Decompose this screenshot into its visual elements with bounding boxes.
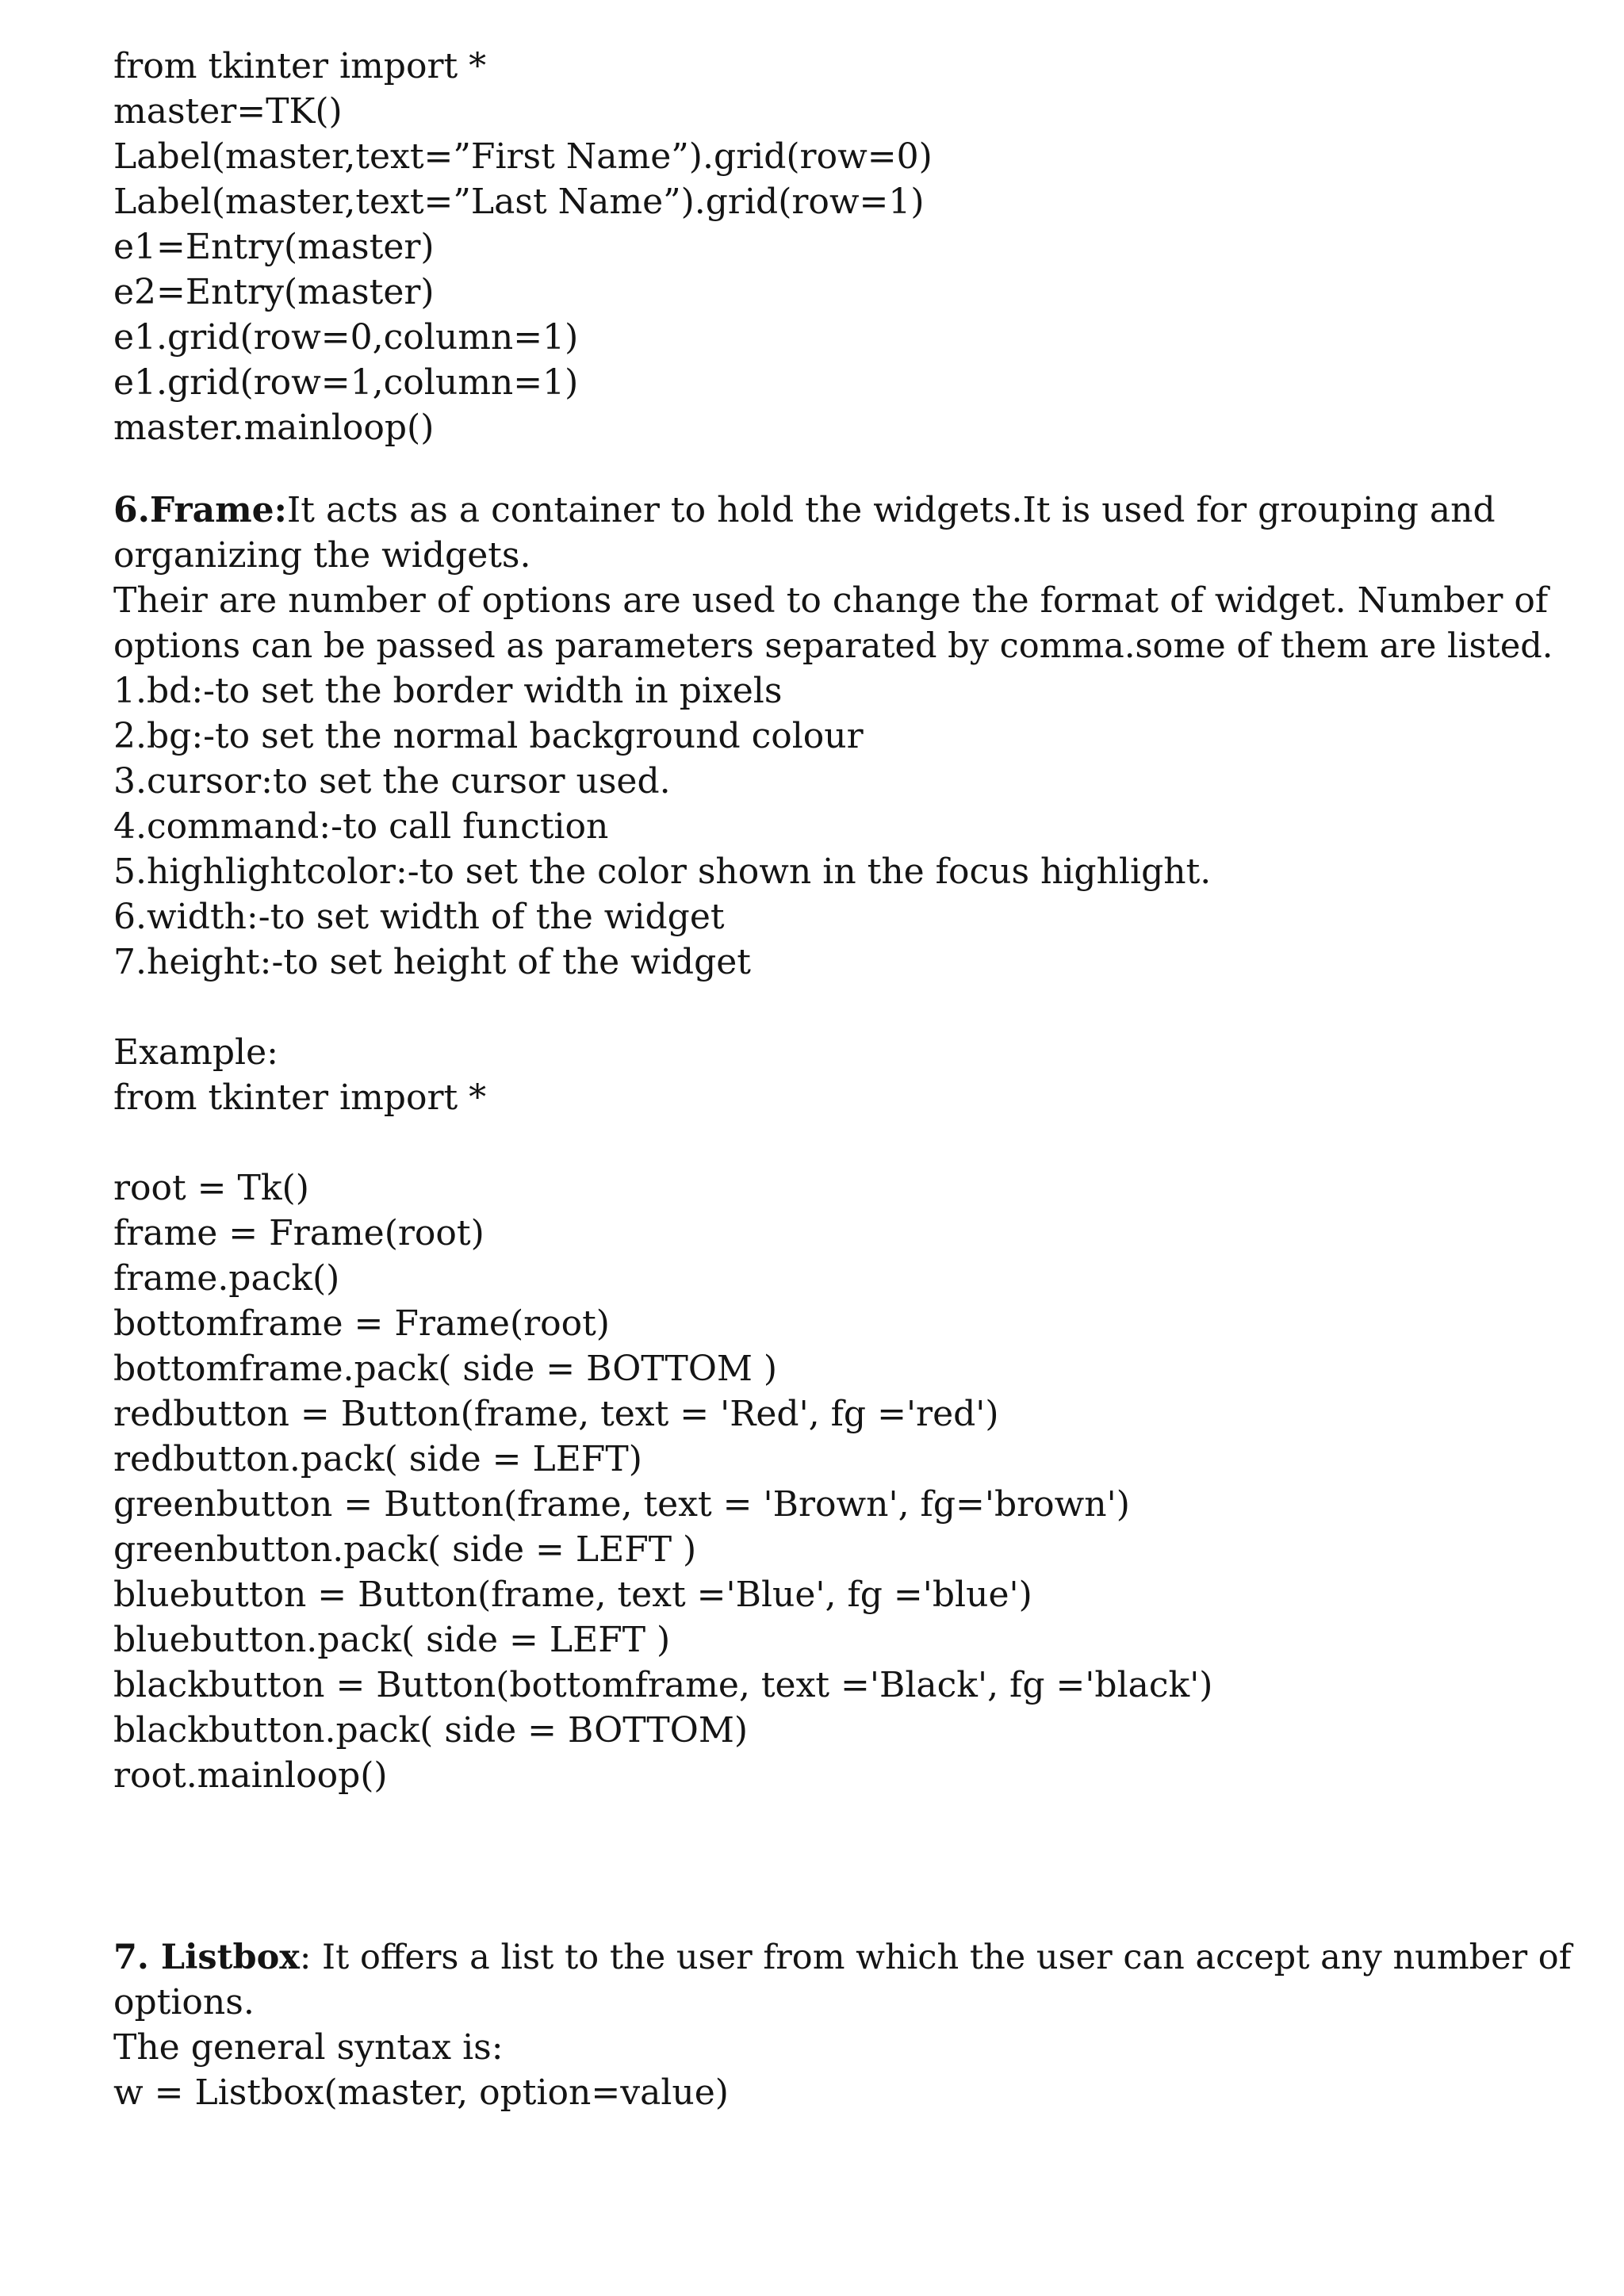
example-label: Example: <box>113 1032 278 1073</box>
code-line: e2=Entry(master) <box>113 272 435 312</box>
code-line: e1.grid(row=0,column=1) <box>113 317 579 358</box>
code-line: e1.grid(row=1,column=1) <box>113 362 579 403</box>
option-item: 2.bg:-to set the normal background colour <box>113 716 864 756</box>
code-line: root = Tk() <box>113 1168 309 1208</box>
code-line: e1=Entry(master) <box>113 227 435 267</box>
code-line: from tkinter import * <box>113 46 487 86</box>
frame-intro-text: organizing the widgets. <box>113 535 531 576</box>
code-line: bluebutton = Button(frame, text ='Blue', fg ='blue') <box>113 1575 1032 1615</box>
code-line: root.mainloop() <box>113 1755 388 1796</box>
code-line: frame = Frame(root) <box>113 1213 485 1253</box>
code-line: redbutton = Button(frame, text = 'Red', fg ='red') <box>113 1394 999 1434</box>
code-line: redbutton.pack( side = LEFT) <box>113 1439 642 1479</box>
code-line: from tkinter import * <box>113 1077 487 1118</box>
code-line: bottomframe.pack( side = BOTTOM ) <box>113 1349 778 1389</box>
listbox-heading: 7. Listbox <box>113 1938 300 1977</box>
frame-options-text: Their are number of options are used to change the format of widget. Number of <box>113 580 1549 621</box>
listbox-intro-paragraph <box>113 1935 1572 1980</box>
option-item: 5.highlightcolor:-to set the color shown in the focus highlight. <box>113 851 1212 892</box>
option-item: 6.width:-to set width of the widget <box>113 897 725 937</box>
listbox-intro-text: options. <box>113 1982 255 2022</box>
frame-heading: 6.Frame: <box>113 490 287 530</box>
code-line: master.mainloop() <box>113 408 435 448</box>
option-item: 3.cursor:to set the cursor used. <box>113 761 671 802</box>
frame-intro-paragraph <box>113 488 1496 533</box>
frame-intro-text: It acts as a container to hold the widgets.It is used for grouping and <box>286 490 1496 530</box>
option-item: 4.command:-to call function <box>113 806 609 847</box>
option-item: 7.height:-to set height of the widget <box>113 942 751 982</box>
code-line: Label(master,text=”Last Name”).grid(row=1) <box>113 182 925 222</box>
code-line: greenbutton.pack( side = LEFT ) <box>113 1529 697 1570</box>
option-item: 1.bd:-to set the border width in pixels <box>113 671 783 711</box>
code-line: blackbutton = Button(bottomframe, text ='Black', fg ='black') <box>113 1665 1213 1705</box>
code-line: blackbutton.pack( side = BOTTOM) <box>113 1710 749 1751</box>
code-line: bottomframe = Frame(root) <box>113 1303 610 1344</box>
code-line: greenbutton = Button(frame, text = 'Brown', fg='brown') <box>113 1484 1130 1525</box>
frame-options-text: options can be passed as parameters separated by comma.some of them are listed. <box>113 626 1553 666</box>
syntax-label: The general syntax is: <box>113 2027 504 2068</box>
code-line: frame.pack() <box>113 1258 340 1299</box>
code-line: Label(master,text=”First Name”).grid(row=0) <box>113 136 933 177</box>
syntax-code: w = Listbox(master, option=value) <box>113 2072 729 2113</box>
code-line: bluebutton.pack( side = LEFT ) <box>113 1620 671 1660</box>
code-line: master=TK() <box>113 91 343 132</box>
listbox-intro-text: : It offers a list to the user from which the user can accept any number of <box>299 1938 1572 1977</box>
